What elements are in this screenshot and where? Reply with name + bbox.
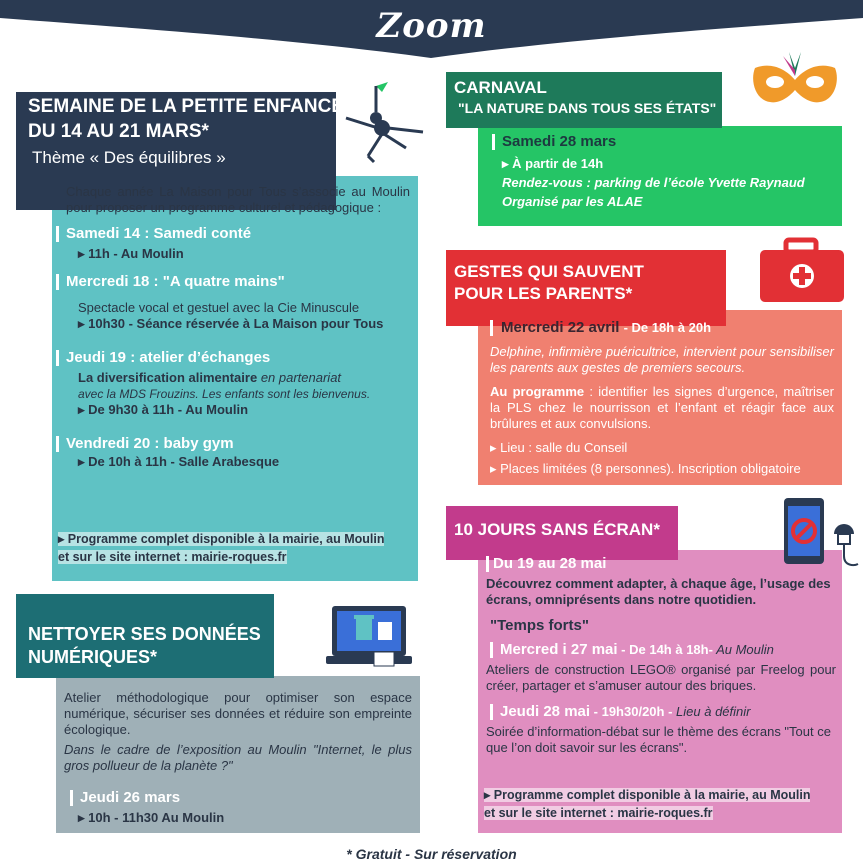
ecran-event1-time: - De 14h à 18h-	[617, 642, 713, 657]
gestes-line: ▸ Lieu : salle du Conseil	[490, 440, 628, 455]
event-line	[78, 370, 410, 386]
petite-enfance-body	[66, 184, 410, 470]
carnaval-line: Organisé par les ALAE	[502, 194, 643, 209]
gestes-title-2: POUR LES PARENTS*	[454, 284, 633, 303]
carnaval-body	[502, 134, 836, 210]
ecran-event2-place: Lieu à définir	[672, 704, 751, 719]
ecran-desc: Découvrez comment adapter, à chaque âge, l’usage des écrans, omniprésents dans notre quotidien.	[486, 576, 831, 607]
note-line: ▸ Programme complet disponible à la mairie, au Moulin	[484, 788, 811, 802]
event-line: ▸ 11h - Au Moulin	[78, 246, 184, 261]
note-line: et sur le site internet : mairie-roques.fr	[58, 550, 287, 564]
donnees-title-2: NUMÉRIQUES*	[28, 647, 158, 667]
laptop-trash-icon	[326, 604, 416, 672]
event-title: Vendredi 20 : baby gym	[56, 436, 410, 452]
carnaval-title-1: CARNAVAL	[454, 78, 547, 97]
event-title: Samedi 14 : Samedi conté	[56, 226, 410, 242]
petite-enfance-intro: Chaque année La Maison pour Tous s’associe au Moulin pour proposer un programme culturel et pédagogique :	[66, 184, 410, 215]
ecran-period: Du 19 au 28 mai	[486, 556, 836, 572]
donnees-body	[64, 690, 412, 826]
ecran-event1	[490, 642, 836, 658]
petite-enfance-note	[58, 530, 408, 566]
footer-note: * Gratuit - Sur réservation	[346, 846, 517, 862]
petite-enfance-title-2: DU 14 AU 21 MARS*	[28, 121, 209, 142]
carnival-mask-icon	[745, 50, 845, 118]
event-text-bold: La diversification alimentaire	[78, 370, 258, 385]
carnaval-event-title: Samedi 28 mars	[492, 134, 836, 150]
donnees-event-line: ▸ 10h - 11h30 Au Moulin	[78, 810, 225, 825]
ecran-event2-desc: Soirée d’information-débat sur le thème des écrans "Tout ce que l’on doit savoir sur les écrans".	[486, 724, 831, 755]
gestes-desc: Delphine, infirmière puéricultrice, intervient pour sensibiliser les parents aux gestes de premiers secours.	[490, 344, 834, 375]
gestes-body	[490, 320, 834, 477]
ecran-event1-desc: Ateliers de construction LEGO® organisé par Freelog pour créer, partager et s’amuser autour des briques.	[486, 662, 836, 693]
event-line: ▸ De 9h30 à 11h - Au Moulin	[78, 402, 249, 417]
petite-enfance-title-1: SEMAINE DE LA PETITE ENFANCE	[28, 96, 344, 117]
event-line: ▸ De 10h à 11h - Salle Arabesque	[78, 454, 280, 469]
gestes-event-title: Mercredi 22 avril	[501, 319, 620, 336]
donnees-title-1: NETTOYER SES DONNÉES	[28, 624, 261, 644]
donnees-event-title: Jeudi 26 mars	[70, 790, 412, 806]
ecran-event2	[490, 704, 836, 720]
ecran-body	[486, 556, 836, 756]
donnees-desc: Atelier méthodologique pour optimiser son espace numérique, sécuriser ses données et réduire son empreinte écologique.	[64, 690, 412, 737]
carnaval-line: Rendez-vous : parking de l’école Yvette Raynaud	[502, 175, 805, 190]
ecran-title: 10 JOURS SANS ÉCRAN*	[454, 520, 660, 539]
carnaval-line: ▸ À partir de 14h	[502, 156, 604, 171]
balancing-figure-icon	[338, 72, 438, 172]
first-aid-kit-icon	[758, 236, 848, 306]
ecran-note	[484, 786, 836, 822]
ecran-event1-place: Au Moulin	[712, 642, 774, 657]
gestes-event-time: - De 18h à 20h	[623, 320, 712, 335]
gestes-line: ▸ Places limitées (8 personnes). Inscription obligatoire	[490, 461, 801, 476]
ecran-temps-forts: "Temps forts"	[490, 617, 589, 634]
event-line: ▸ 10h30 - Séance réservée à La Maison pour Tous	[78, 316, 384, 331]
page-title: Zoom	[376, 6, 487, 46]
petite-enfance-theme: Thème « Des équilibres »	[32, 148, 226, 167]
event-line: avec la MDS Frouzins. Les enfants sont les bienvenus.	[78, 387, 371, 401]
event-title: Jeudi 19 : atelier d’échanges	[56, 350, 410, 366]
gestes-programme	[490, 384, 834, 432]
gestes-programme-label: Au programme	[490, 384, 585, 399]
event-text-italic: en partenariat	[260, 370, 342, 385]
event-title: Mercredi 18 : "A quatre mains"	[56, 274, 410, 290]
note-line: et sur le site internet : mairie-roques.fr	[484, 806, 713, 820]
gestes-programme-text: : identifier les signes d’urgence, maîtriser la PLS chez le nourrisson et l’enfant et réagir face aux brûlures et aux convulsions.	[490, 384, 834, 431]
gestes-event	[490, 320, 834, 336]
note-line: ▸ Programme complet disponible à la mairie, au Moulin	[58, 532, 385, 546]
ecran-event2-title: Jeudi 28 mai	[500, 703, 591, 720]
event-line: Spectacle vocal et gestuel avec la Cie Minuscule	[78, 300, 360, 315]
carnaval-title-2: "LA NATURE DANS TOUS SES ÉTATS"	[458, 100, 717, 116]
ecran-event2-time: - 19h30/20h -	[590, 704, 673, 719]
donnees-desc-italic: Dans le cadre de l’exposition au Moulin "Internet, le plus gros pollueur de la planète ?"	[64, 742, 412, 773]
gestes-title-1: GESTES QUI SAUVENT	[454, 262, 644, 281]
ecran-event1-title: Mercred i 27 mai	[500, 641, 618, 658]
